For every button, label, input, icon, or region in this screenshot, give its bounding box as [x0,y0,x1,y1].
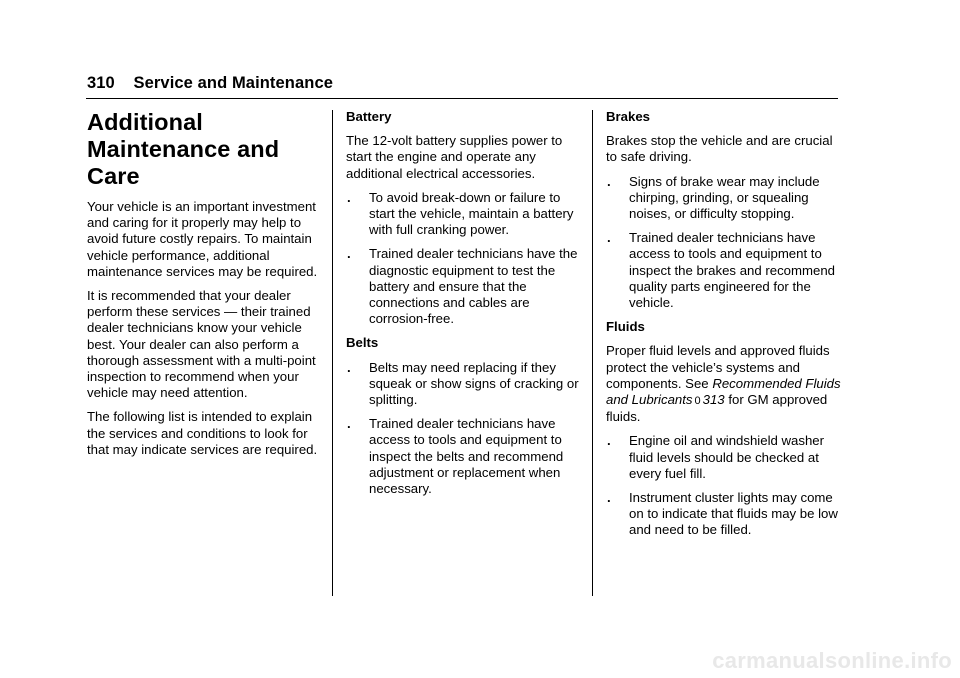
belts-list [346,360,584,498]
page-header [87,74,333,93]
list-item-text: To avoid break-down or failure to start the vehicle, maintain a battery with full cranking power. [369,189,574,238]
list-intro-paragraph: The following list is intended to explain the services and conditions to look for that may indicate services are required. [87,409,318,457]
section-heading-line1: Additional [87,109,203,135]
bullet-icon: . [347,416,351,432]
list-item [346,416,584,497]
fluids-paragraph [606,343,842,425]
fluids-text-end: for GM approved fluids. [606,392,828,425]
column-3 [606,109,842,547]
dealer-paragraph: It is recommended that your dealer perform these services — their trained dealer technicians know your vehicle best. Your dealer can also perform a thorough assessment with a multi-point inspection to recommend when your vehicle may need attention. [87,288,316,401]
column-2 [346,109,584,505]
brakes-list [606,174,842,312]
list-item-text: Belts may need replacing if they squeak or show signs of cracking or splitting. [369,359,579,408]
battery-heading: Battery [346,109,392,124]
list-item [606,433,842,482]
bullet-icon: . [607,433,611,449]
bullet-icon: . [607,490,611,506]
list-item [346,246,584,327]
list-item-text: Instrument cluster lights may come on to indicate that fluids may be low and need to be filled. [629,490,838,538]
chapter-title: Service and Maintenance [133,74,333,92]
list-item-text: Trained dealer technicians have access to tools and equipment to inspect the belts and recommend adjustment or replacement when necessary. [369,416,564,497]
bullet-icon: . [347,359,351,375]
belts-heading: Belts [346,335,379,351]
section-heading-line2: Maintenance and Care [87,136,280,189]
fluids-list [606,433,842,538]
column-divider-2 [592,110,593,596]
battery-paragraph: The 12-volt battery supplies power to start the engine and operate any additional electrical accessories. [346,133,563,181]
column-1 [87,109,325,466]
column-divider-1 [332,110,333,596]
bullet-icon: . [347,189,351,205]
header-rule [86,98,838,99]
cross-reference-link[interactable]: Recommended Fluids and Lubricants [606,375,841,408]
bullet-icon: . [607,173,611,189]
brakes-heading: Brakes [606,109,650,124]
fluids-heading: Fluids [606,319,645,335]
fluids-text-start: Proper fluid levels and approved fluids protect the vehicle’s systems and components. See [606,343,830,391]
list-item [346,360,584,409]
list-item-text: Trained dealer technicians have the diagnostic equipment to test the battery and ensure that the connections and cables are corrosion-free. [369,246,578,327]
page-number: 310 [87,74,115,92]
cross-reference-page[interactable]: 313 [702,392,725,408]
bullet-icon: . [347,246,351,262]
list-item-text: Signs of brake wear may include chirping, grinding, or squealing noises, or difficulty stopping. [629,173,820,222]
section-heading [87,109,325,190]
page-reference-icon: 0 [694,395,701,408]
watermark: carmanualsonline.info [712,648,952,673]
bullet-icon: . [607,230,611,246]
list-item [606,490,842,539]
list-item [606,174,842,223]
intro-paragraph: Your vehicle is an important investment and caring for it properly may help to avoid future costly repairs. To maintain vehicle performance, additional maintenance services may be required. [87,199,318,279]
list-item [346,190,584,239]
brakes-paragraph: Brakes stop the vehicle and are crucial to safe driving. [606,133,833,165]
battery-list [346,190,584,328]
list-item [606,230,842,311]
list-item-text: Trained dealer technicians have access to tools and equipment to inspect the brakes and recommend quality parts engineered for the vehicle. [629,230,835,311]
list-item-text: Engine oil and windshield washer fluid levels should be checked at every fuel fill. [629,433,825,481]
